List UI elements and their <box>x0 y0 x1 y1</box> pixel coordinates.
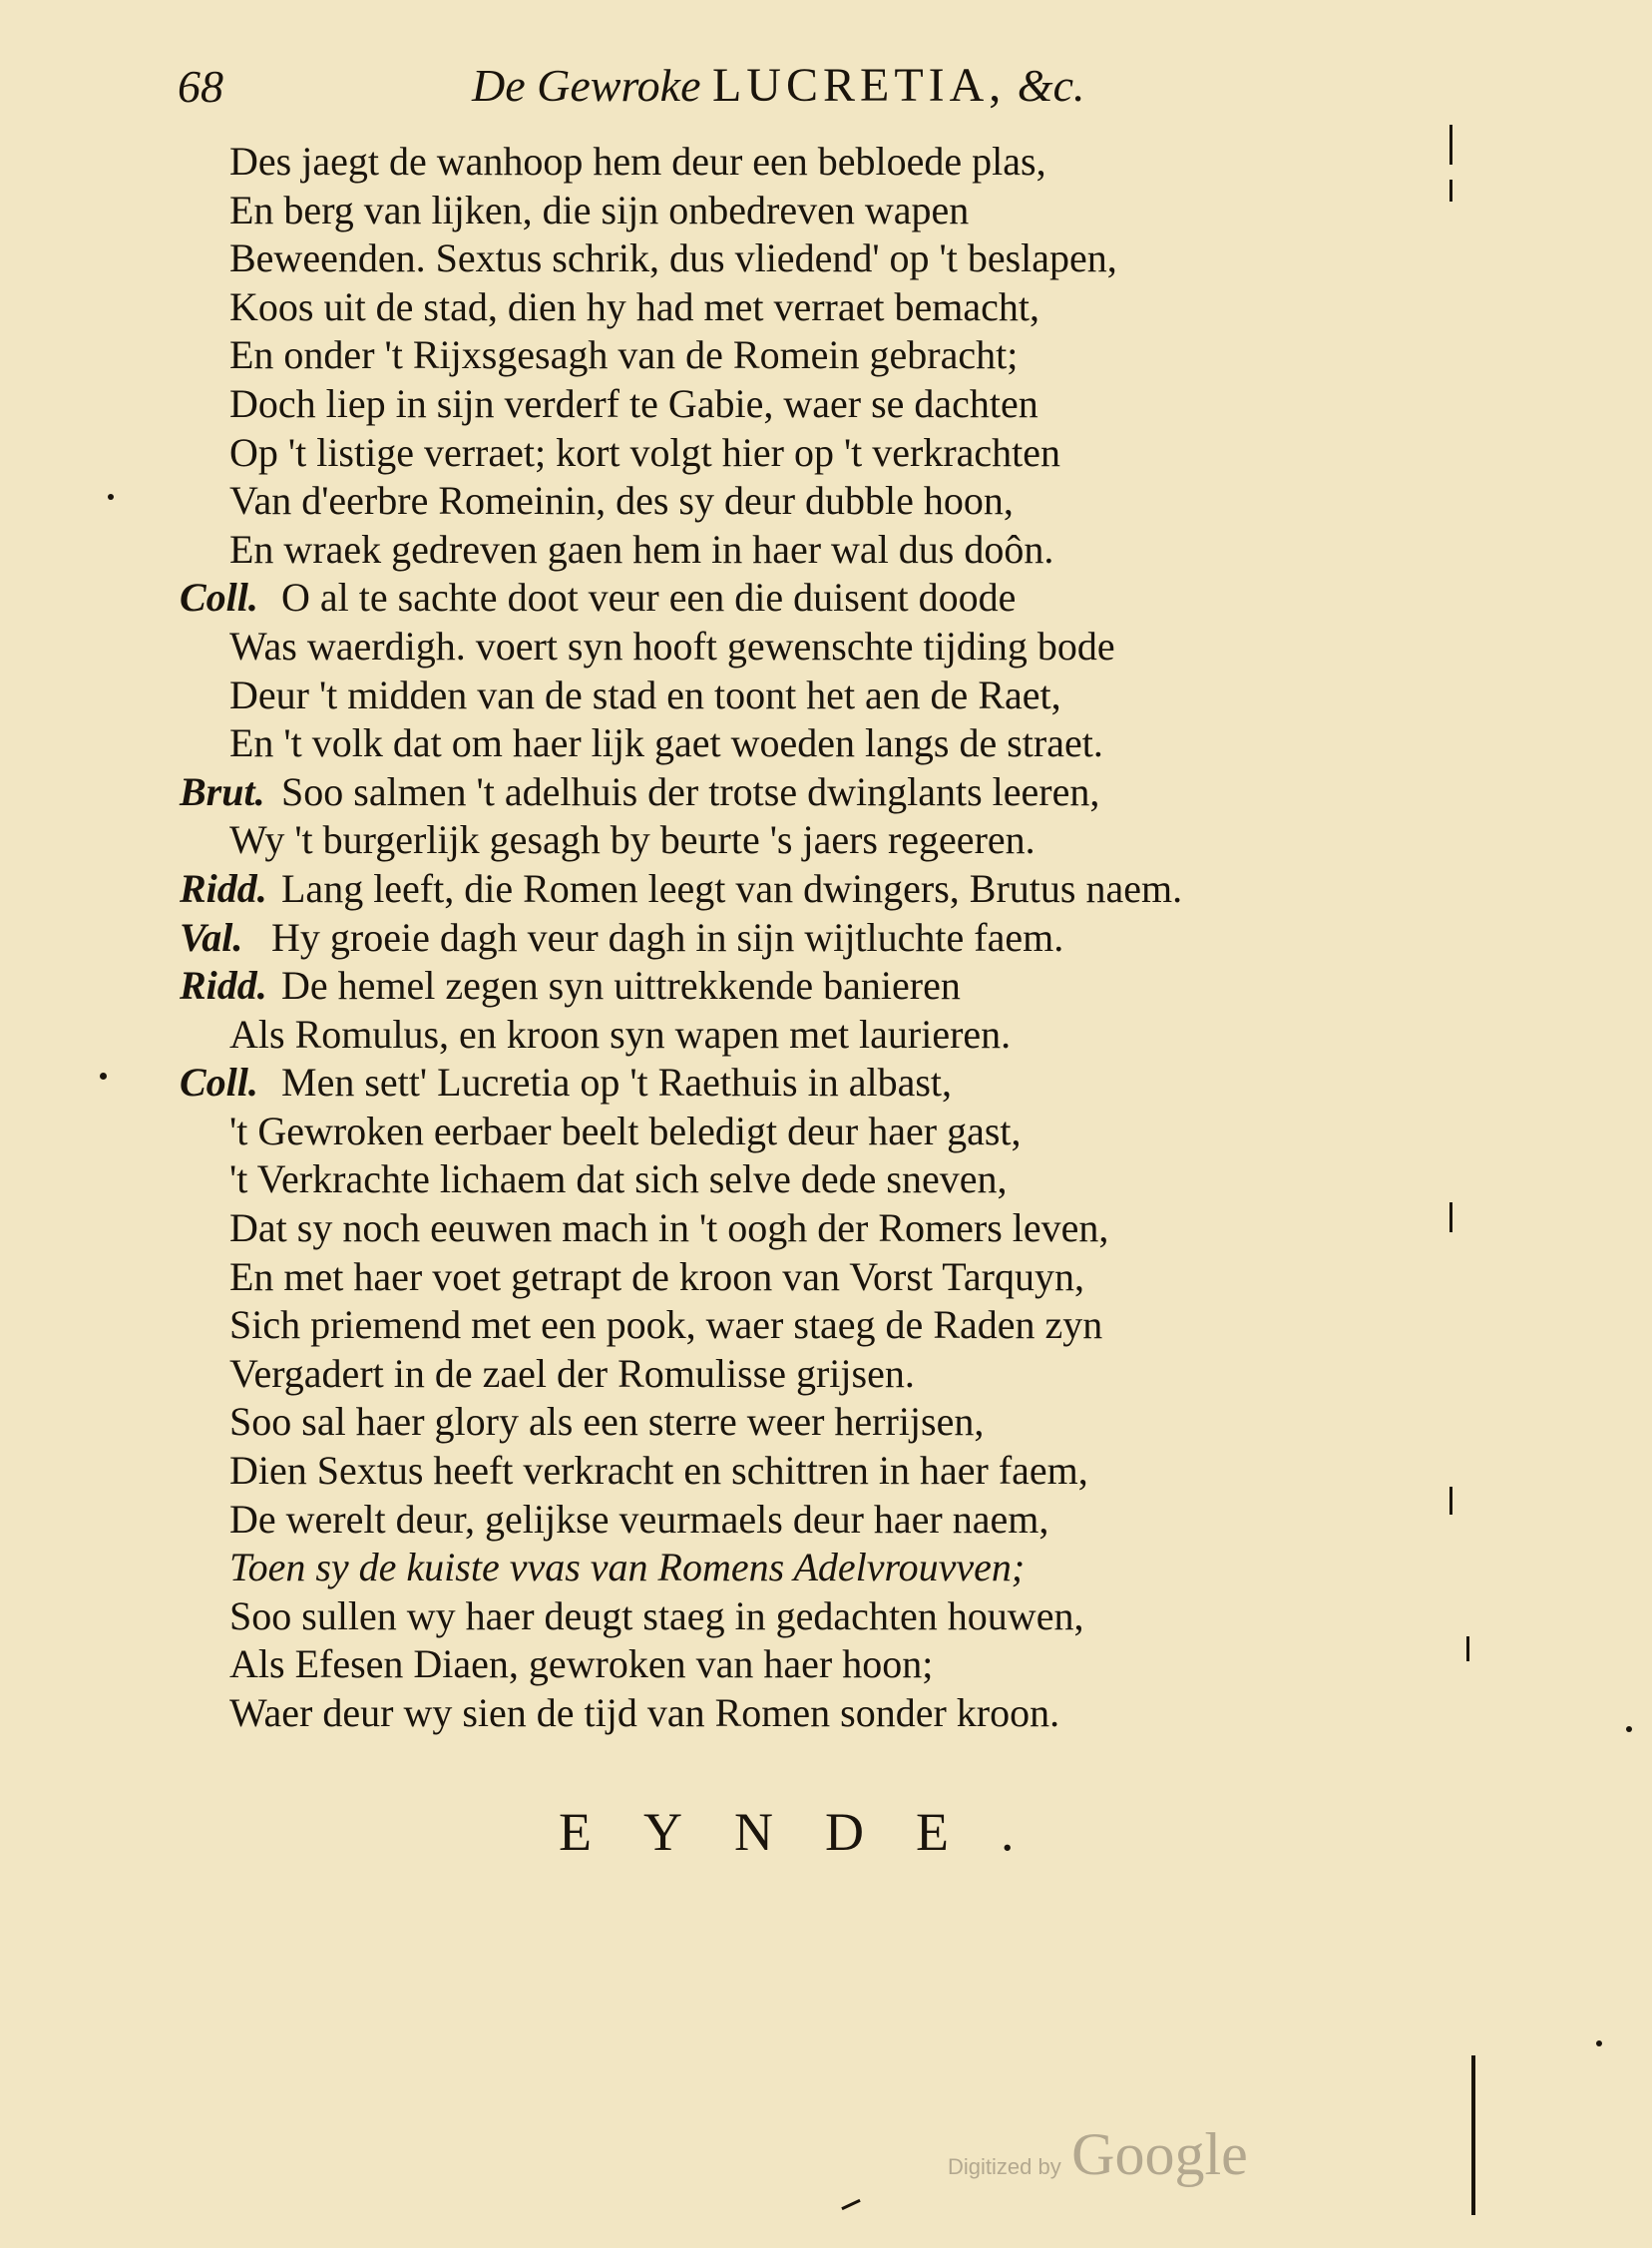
verse-line <box>180 429 1327 478</box>
verse-line-text: Deur 't midden van de stad en toont het aen de Raet, <box>229 672 1061 717</box>
verse-line-text: En met haer voet getrapt de kroon van Vorst Tarquyn, <box>229 1253 1084 1299</box>
verse-text <box>180 138 1327 1738</box>
verse-line-text: En wraek gedreven gaen hem in haer wal dus doôn. <box>229 526 1054 572</box>
verse-line-text: De hemel zegen syn uittrekkende banieren <box>281 963 961 1009</box>
verse-line <box>180 1447 1327 1496</box>
verse-line <box>180 1496 1327 1545</box>
watermark-prefix: Digitized by <box>948 2154 1061 2179</box>
page-edge-mark <box>1449 125 1452 165</box>
ink-speck <box>100 1073 107 1080</box>
page-edge-mark <box>1449 1487 1452 1515</box>
verse-line-text: En berg van lijken, die sijn onbedreven wapen <box>229 187 970 232</box>
verse-line-text: Als Romulus, en kroon syn wapen met laurieren. <box>229 1011 1012 1057</box>
page-edge-mark <box>1466 1636 1469 1661</box>
verse-line <box>180 1059 1327 1108</box>
verse-line <box>180 187 1327 235</box>
verse-line <box>180 914 1327 963</box>
verse-line <box>180 962 1327 1011</box>
verse-line-text: En onder 't Rijxsgesagh van de Romein gebracht; <box>229 332 1019 378</box>
verse-line-text: De werelt deur, gelijkse veurmaels deur haer naem, <box>229 1496 1049 1542</box>
verse-line <box>180 816 1327 865</box>
page-number: 68 <box>178 61 223 112</box>
verse-line-text: En 't volk dat om haer lijk gaet woeden langs de straet. <box>229 720 1103 766</box>
verse-line-text: Dien Sextus heeft verkracht en schittren in haer faem, <box>229 1448 1088 1494</box>
verse-line-text: Dat sy noch eeuwen mach in 't oogh der Romers leven, <box>229 1205 1109 1251</box>
verse-line-text: Des jaegt de wanhoop hem deur een bebloede plas, <box>229 139 1046 184</box>
verse-line-text: Hy groeie dagh veur dagh in sijn wijtluchte faem. <box>271 914 1064 960</box>
verse-line-text: Men sett' Lucretia op 't Raethuis in albast, <box>281 1060 953 1106</box>
verse-line <box>180 1350 1327 1399</box>
verse-line <box>180 477 1327 526</box>
verse-line <box>180 1689 1327 1738</box>
verse-line <box>180 1640 1327 1689</box>
verse-line-text: Op 't listige verraet; kort volgt hier op 't verkrachten <box>229 429 1061 475</box>
verse-line <box>180 1592 1327 1641</box>
verse-line <box>180 380 1327 429</box>
verse-line-text: Soo salmen 't adelhuis der trotse dwinglants leeren, <box>281 768 1100 814</box>
watermark-brand: Google <box>1071 2121 1248 2187</box>
page-edge-mark <box>1449 180 1452 202</box>
verse-line <box>180 234 1327 283</box>
verse-line <box>180 1011 1327 1060</box>
verse-line <box>180 719 1327 768</box>
verse-line-text: Vergadert in de zael der Romulisse grijsen. <box>229 1350 915 1396</box>
ink-speck <box>1596 2040 1602 2046</box>
verse-line <box>180 1301 1327 1350</box>
verse-line <box>180 1108 1327 1156</box>
page-edge-mark <box>841 2199 860 2210</box>
verse-line-text: O al te sachte doot veur een die duisent doode <box>281 575 1017 621</box>
verse-line-text: Van d'eerbre Romeinin, des sy deur dubble hoon, <box>229 478 1014 524</box>
verse-line <box>180 283 1327 332</box>
verse-line-text: Toen sy de kuiste vvas van Romens Adelvrouvven; <box>229 1545 1026 1590</box>
verse-line <box>180 1398 1327 1447</box>
verse-line-text: 't Verkrachte lichaem dat sich selve dede sneven, <box>229 1156 1008 1202</box>
verse-line <box>180 672 1327 720</box>
speaker-label: Coll. <box>180 1060 258 1106</box>
verse-line <box>180 526 1327 575</box>
speaker-label: Ridd. <box>180 865 267 911</box>
verse-line <box>180 1253 1327 1302</box>
verse-line <box>180 865 1327 914</box>
verse-line <box>180 768 1327 817</box>
running-title <box>472 58 1085 113</box>
verse-line <box>180 331 1327 380</box>
verse-line-text: Soo sullen wy haer deugt staeg in gedachten houwen, <box>229 1592 1084 1638</box>
verse-line <box>180 138 1327 187</box>
speaker-label: Ridd. <box>180 963 267 1009</box>
title-caps-part: LUCRETIA, <box>711 59 1007 112</box>
ink-speck <box>108 494 114 500</box>
speaker-label: Val. <box>180 914 243 960</box>
running-header <box>178 58 1235 118</box>
verse-line-text: Koos uit de stad, dien hy had met verraet bemacht, <box>229 283 1039 329</box>
verse-line-text: Doch liep in sijn verderf te Gabie, waer se dachten <box>229 380 1038 426</box>
title-italic-part: De Gewroke <box>472 60 701 111</box>
end-word: EYNDE. <box>559 1802 1066 1862</box>
verse-line-text: Was waerdigh. voert syn hooft gewenschte tijding bode <box>229 623 1115 669</box>
verse-line <box>180 574 1327 623</box>
verse-line-text: Als Efesen Diaen, gewroken van haer hoon; <box>229 1641 934 1687</box>
digitized-watermark <box>948 2120 1248 2189</box>
speaker-label: Brut. <box>180 768 265 814</box>
verse-line-text: Lang leeft, die Romen leegt van dwingers, Brutus naem. <box>281 865 1183 911</box>
verse-line-text: 't Gewroken eerbaer beelt beledigt deur haer gast, <box>229 1108 1022 1153</box>
verse-line-text: Beweenden. Sextus schrik, dus vliedend' op 't beslapen, <box>229 235 1117 281</box>
title-etc: &c. <box>1017 60 1085 111</box>
page-edge-mark <box>1449 1202 1452 1232</box>
verse-line <box>180 1204 1327 1253</box>
verse-line <box>180 623 1327 672</box>
verse-line-text: Waer deur wy sien de tijd van Romen sonder kroon. <box>229 1690 1060 1735</box>
verse-line <box>180 1155 1327 1204</box>
verse-line-text: Sich priemend met een pook, waer staeg de Raden zyn <box>229 1302 1103 1348</box>
ink-speck <box>1626 1726 1632 1732</box>
verse-line <box>180 1544 1327 1592</box>
speaker-label: Coll. <box>180 575 258 621</box>
page-edge-mark <box>1471 2055 1475 2215</box>
verse-line-text: Soo sal haer glory als een sterre weer herrijsen, <box>229 1399 985 1445</box>
verse-line-text: Wy 't burgerlijk gesagh by beurte 's jaers regeeren. <box>229 817 1035 863</box>
